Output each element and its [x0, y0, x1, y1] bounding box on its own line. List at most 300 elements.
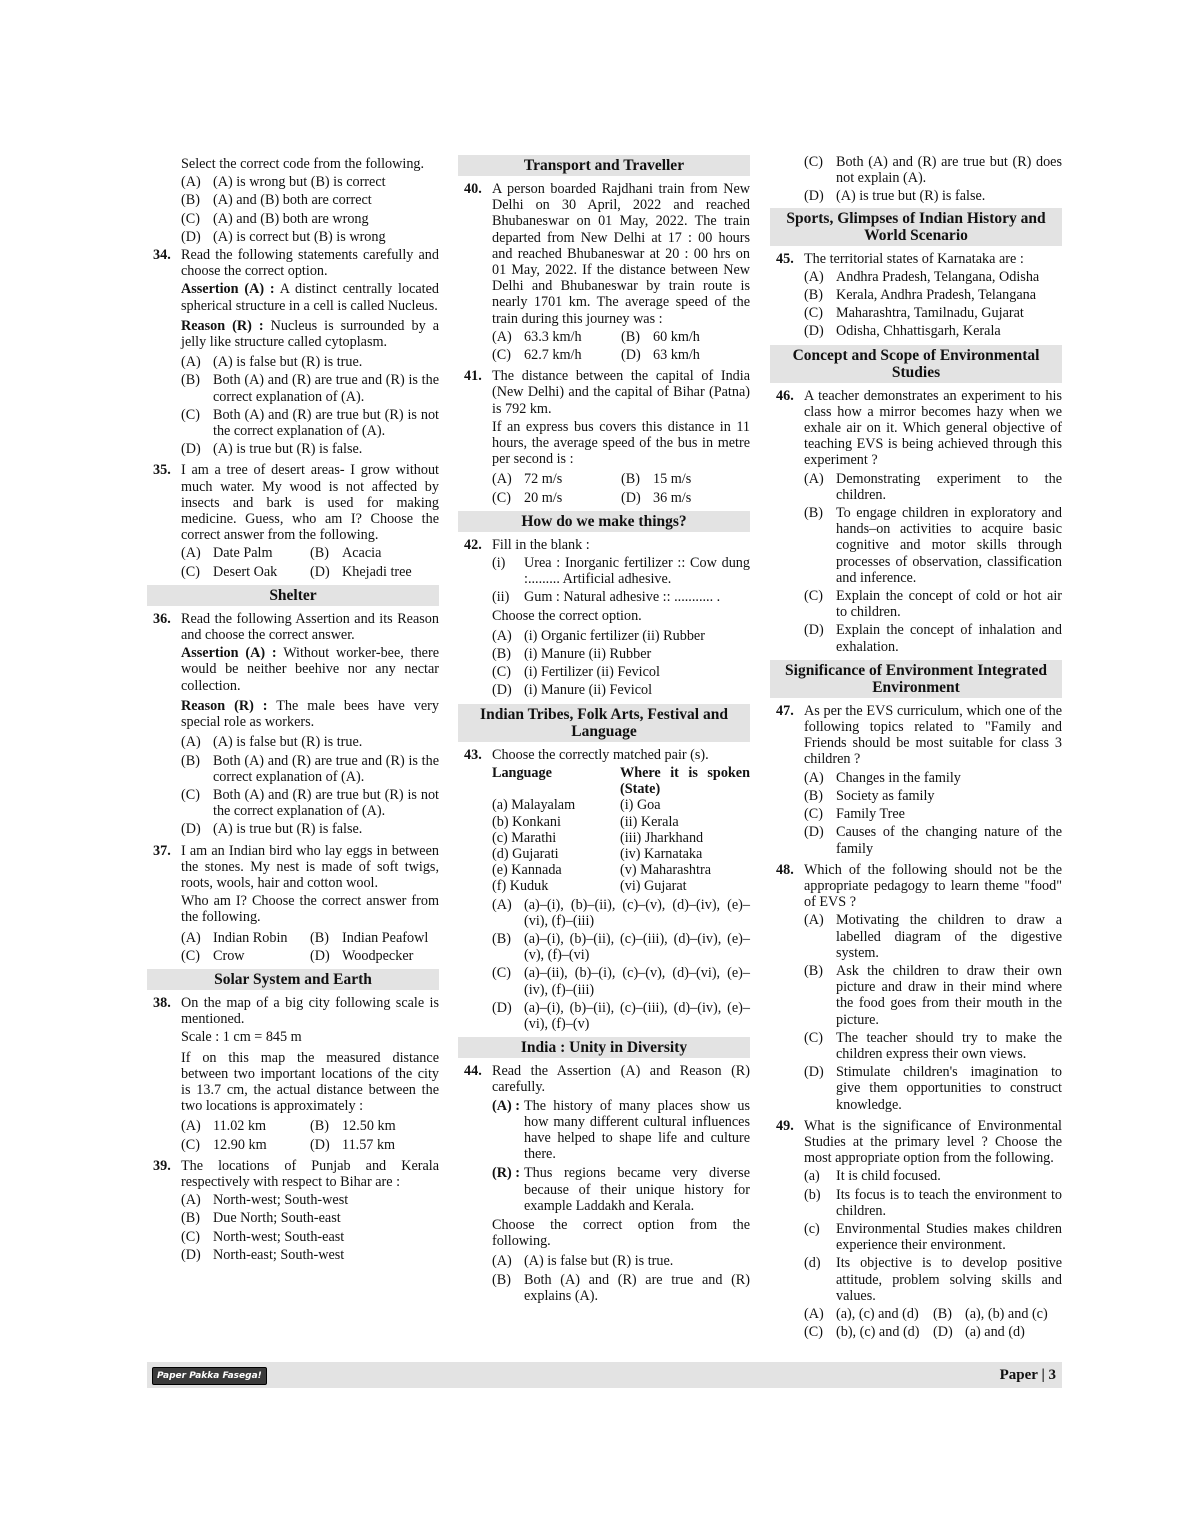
- option-label: (B): [181, 752, 200, 769]
- option-label: (C): [804, 806, 823, 823]
- option: [933, 1324, 1062, 1340]
- option-label: (D): [181, 821, 201, 838]
- match-table-header-language: Language: [492, 764, 552, 781]
- option: [933, 1306, 1062, 1322]
- question-number: 46.: [776, 387, 794, 404]
- question-number: 42.: [464, 536, 482, 553]
- option-label: (D): [310, 947, 330, 964]
- option-text: Motivating the children to draw a labelled diagram of the digestive system.: [836, 912, 1062, 961]
- option-label: (B): [310, 545, 329, 562]
- match-right-cell: (i) Goa: [620, 797, 661, 814]
- question-number: 36.: [153, 610, 171, 627]
- option: [621, 347, 750, 363]
- question-text: The locations of Punjab and Kerala respectively with respect to Bihar are :: [181, 1157, 439, 1190]
- option-label: (A): [804, 268, 824, 285]
- option-label: (B): [492, 646, 511, 663]
- option-label: (B): [181, 192, 200, 209]
- option-row: [181, 1118, 439, 1134]
- option: [181, 787, 439, 819]
- question-36: [147, 611, 439, 838]
- option: [181, 441, 439, 457]
- scale-text: Scale : 1 cm = 845 m: [181, 1029, 302, 1046]
- option-label: (D): [933, 1324, 953, 1341]
- question-40: [458, 181, 750, 363]
- option: [804, 1030, 1062, 1062]
- question-43: [458, 747, 750, 1032]
- option: [181, 734, 439, 750]
- option-text: (A) and (B) both are correct: [213, 192, 372, 209]
- match-table: [492, 765, 750, 895]
- match-left-cell: (e) Kannada: [492, 862, 562, 879]
- option-text: 15 m/s: [653, 471, 692, 488]
- option: [804, 154, 1062, 186]
- column-3: [770, 152, 1062, 1345]
- option-label: (D): [621, 347, 641, 364]
- option-text: Desert Oak: [213, 563, 278, 580]
- option: [492, 1272, 750, 1304]
- option-text: Kerala, Andhra Pradesh, Telangana: [836, 287, 1037, 304]
- option-label: (D): [804, 824, 824, 841]
- option-label: (C): [181, 406, 200, 423]
- option-row: [181, 1137, 439, 1153]
- sub-item-label: (c): [804, 1220, 820, 1237]
- option-label: (C): [492, 489, 511, 506]
- option-text: Due North; South-east: [213, 1210, 341, 1227]
- option-text: North-east; South-west: [213, 1246, 345, 1263]
- match-right-cell: (v) Maharashtra: [620, 862, 711, 879]
- option: [492, 664, 750, 680]
- question-number: 41.: [464, 368, 482, 385]
- option: [804, 305, 1062, 321]
- page-number: Paper | 3: [999, 1367, 1056, 1383]
- option-text: To engage children in exploratory and hands–on activities to acquire basic cognitive and motor skills through processes of observation, classification and inference.: [836, 505, 1062, 586]
- option-label: (A): [181, 1118, 201, 1135]
- option-label: (B): [492, 930, 511, 947]
- option-row: [181, 948, 439, 964]
- option-text: 63 km/h: [653, 347, 700, 364]
- option: [804, 269, 1062, 285]
- option-label: (B): [310, 1118, 329, 1135]
- option: [804, 912, 1062, 961]
- option-text: (a), (c) and (d): [836, 1305, 919, 1322]
- question-text: Read the Assertion (A) and Reason (R) carefully.: [492, 1063, 750, 1096]
- option-row: [181, 930, 439, 946]
- option-label: (D): [492, 682, 512, 699]
- question-text: Which of the following should not be the appropriate pedagogy to learn theme "food" of EVS ?: [804, 861, 1062, 911]
- option: [181, 1137, 310, 1153]
- option-text: Ask the children to draw their own picture and draw in their mind where the food goes from their mouth in the picture.: [836, 962, 1062, 1028]
- option-text: 11.57 km: [342, 1136, 396, 1153]
- match-table-header-state: Where it is spoken (State): [620, 764, 750, 798]
- option: [181, 354, 439, 370]
- sub-item-text: Environmental Studies makes children experience their environment.: [836, 1220, 1062, 1254]
- option-row: [181, 545, 439, 561]
- question-number: 38.: [153, 994, 171, 1011]
- option-text: (b), (c) and (d): [836, 1324, 920, 1341]
- question-number: 37.: [153, 842, 171, 859]
- option: [181, 545, 310, 561]
- question-33-tail: [147, 156, 439, 245]
- option-text: North-west; South-east: [213, 1228, 345, 1245]
- option-text: Changes in the family: [836, 769, 961, 786]
- question-34: [147, 247, 439, 457]
- option-text: (A) is false but (R) is true.: [213, 354, 363, 371]
- option-text: Causes of the changing nature of the family: [836, 824, 1062, 857]
- option: [804, 1324, 933, 1340]
- option: [181, 211, 439, 227]
- option-text: (A) is true but (R) is false.: [213, 441, 363, 458]
- option-text: (i) Manure (ii) Rubber: [524, 646, 652, 663]
- option-label: (A): [492, 896, 512, 913]
- question-text: Select the correct code from the following.: [181, 156, 425, 172]
- option-label: (C): [181, 786, 200, 803]
- sub-item: [804, 1168, 1062, 1184]
- reason: [492, 1165, 750, 1214]
- question-text: Read the following statements carefully and choose the correct option.: [181, 247, 439, 280]
- option-label: (C): [181, 1136, 200, 1153]
- option-label: (D): [310, 1136, 330, 1153]
- option: [492, 931, 750, 963]
- option: [181, 1210, 439, 1226]
- option: [492, 628, 750, 644]
- match-left-cell: (b) Konkani: [492, 813, 561, 830]
- option-label: (A): [804, 769, 824, 786]
- section-heading-make-things: How do we make things?: [458, 511, 750, 532]
- option: [492, 1253, 750, 1269]
- option: [310, 1118, 439, 1134]
- option-text: Both (A) and (R) are true and (R) explains (A).: [524, 1271, 750, 1304]
- assertion: [181, 281, 439, 313]
- question-41: [458, 368, 750, 506]
- option-label: (C): [181, 1228, 200, 1245]
- option: [492, 471, 621, 487]
- reason: [181, 318, 439, 350]
- option-label: (A): [492, 1253, 512, 1270]
- option-label: (B): [181, 372, 200, 389]
- question-number: 45.: [776, 250, 794, 267]
- option: [804, 824, 1062, 856]
- section-heading-concept: Concept and Scope of Environmental Studies: [770, 345, 1062, 383]
- question-text-2: Who am I? Choose the correct answer from the following.: [181, 893, 439, 926]
- option: [492, 682, 750, 698]
- reason-label: Reason (R) :: [181, 317, 264, 334]
- question-47: [770, 703, 1062, 857]
- option: [310, 930, 439, 946]
- question-text: The territorial states of Karnataka are :: [804, 250, 1024, 267]
- section-heading-solar-system: Solar System and Earth: [147, 969, 439, 990]
- question-number: 47.: [776, 702, 794, 719]
- reason-text: Nucleus is surrounded by a jelly like structure called cytoplasm.: [181, 317, 439, 351]
- option-label: (A): [181, 929, 201, 946]
- question-text: A person boarded Rajdhani train from New Delhi on 30 April, 2022 and reached Bhubaneswar on 01 May, 2022. The train departed from New Delhi at 17 : 00 hours and reached Bhubaneswar at 20 : 00 hrs on 01 May, 2022. If the distance between New Delhi and Bhubaneswar by train route is nearly 1701 km. The average speed of the train during this journey was :: [492, 181, 750, 327]
- option: [181, 948, 310, 964]
- option-row: [181, 564, 439, 580]
- option-text: (A) is false but (R) is true.: [213, 734, 363, 751]
- option: [492, 1000, 750, 1032]
- option-row: [492, 490, 750, 506]
- option: [492, 490, 621, 506]
- question-text-2: Choose the correct option from the following.: [492, 1216, 750, 1250]
- section-heading-significance: Significance of Environment Integrated Environment: [770, 660, 1062, 698]
- option: [492, 965, 750, 997]
- option-label: (A): [181, 1192, 201, 1209]
- option-row: [492, 347, 750, 363]
- option-text: (A) is wrong but (B) is correct: [213, 174, 386, 191]
- match-right-cell: (iii) Jharkhand: [620, 829, 704, 846]
- sub-item-label: (d): [804, 1255, 821, 1272]
- question-text: Read the following Assertion and its Reason and choose the correct answer.: [181, 610, 439, 644]
- option-label: (B): [933, 1305, 952, 1322]
- question-37: [147, 843, 439, 964]
- option: [181, 1118, 310, 1134]
- sub-item: [804, 1255, 1062, 1304]
- option-label: (D): [181, 441, 201, 458]
- option-label: (A): [492, 328, 512, 345]
- question-44: [458, 1063, 750, 1304]
- option-text: (A) is true but (R) is false.: [836, 188, 986, 205]
- assertion-text: Without worker-bee, there would be neither beehive nor any nectar collection.: [181, 645, 440, 694]
- question-44-tail: [770, 154, 1062, 205]
- option-row: [804, 1324, 1062, 1340]
- option-label: (B): [181, 1210, 200, 1227]
- option-label: (B): [621, 471, 640, 488]
- question-text: A teacher demonstrates an experiment to his class how a mirror becomes hazy when we exhale air on it. Which general objective of teaching EVS is being achieved through this experiment ?: [804, 387, 1062, 469]
- option: [804, 963, 1062, 1028]
- sub-item-label: (ii): [492, 589, 510, 606]
- section-heading-transport: Transport and Traveller: [458, 155, 750, 176]
- option-text: North-west; South-west: [213, 1192, 349, 1209]
- sub-item: [492, 555, 750, 587]
- question-number: 40.: [464, 181, 482, 197]
- assertion-label: Assertion (A) :: [181, 281, 275, 298]
- question-38: [147, 995, 439, 1153]
- option-text: Demonstrating experiment to the children.: [836, 470, 1062, 503]
- option-text: Both (A) and (R) are true and (R) is the correct explanation of (A).: [213, 372, 439, 405]
- option-label: (C): [181, 947, 200, 964]
- option-text: Both (A) and (R) are true and (R) is the correct explanation of (A).: [213, 752, 439, 785]
- option-text: Explain the concept of cold or hot air to children.: [836, 588, 1062, 621]
- option: [310, 545, 439, 561]
- section-heading-shelter: Shelter: [147, 585, 439, 606]
- option-text: Crow: [213, 947, 245, 964]
- option: [181, 1247, 439, 1263]
- option-text: 60 km/h: [653, 328, 700, 345]
- option-label: (C): [804, 1324, 823, 1341]
- option: [181, 192, 439, 208]
- reason-label: Reason (R) :: [181, 697, 268, 714]
- option-text: Andhra Pradesh, Telangana, Odisha: [836, 268, 1040, 285]
- option-label: (D): [181, 1246, 201, 1263]
- option: [310, 564, 439, 580]
- option: [804, 323, 1062, 339]
- assertion-label: Assertion (A) :: [181, 645, 277, 662]
- option: [804, 588, 1062, 620]
- option-text: Date Palm: [213, 545, 273, 562]
- option-text: Acacia: [342, 545, 382, 562]
- option-label: (B): [804, 505, 823, 522]
- option-label: (D): [492, 999, 512, 1016]
- sub-item: [804, 1221, 1062, 1253]
- option: [621, 490, 750, 506]
- option-text: 12.50 km: [342, 1118, 396, 1135]
- option-text: (i) Fertilizer (ii) Fevicol: [524, 664, 660, 681]
- option-label: (A): [804, 1305, 824, 1322]
- option: [621, 329, 750, 345]
- option-row: [804, 1306, 1062, 1322]
- option-text: 12.90 km: [213, 1136, 267, 1153]
- sub-item: [804, 1187, 1062, 1219]
- assertion-label: (A) :: [492, 1097, 520, 1114]
- sub-item-label: (b): [804, 1186, 821, 1203]
- option: [492, 646, 750, 662]
- option-text: (A) and (B) both are wrong: [213, 210, 369, 227]
- option-label: (C): [804, 154, 823, 170]
- option-label: (C): [804, 588, 823, 605]
- option-text: 62.7 km/h: [524, 347, 582, 364]
- option-label: (A): [492, 627, 512, 644]
- sub-item-label: (a): [804, 1168, 820, 1185]
- sub-item-text: Gum : Natural adhesive :: ........... .: [524, 589, 721, 606]
- question-46: [770, 388, 1062, 655]
- question-number: 44.: [464, 1063, 482, 1080]
- option-label: (C): [492, 965, 511, 982]
- reason-text: The male bees have very special role as workers.: [181, 697, 440, 731]
- option: [804, 505, 1062, 586]
- option-text: Both (A) and (R) are true but (R) is not the correct explanation of (A).: [213, 406, 439, 440]
- question-text: What is the significance of Environmental Studies at the primary level ? Choose the most appropriate option from the following.: [804, 1117, 1062, 1167]
- option-text: 72 m/s: [524, 471, 563, 488]
- assertion: [181, 645, 439, 694]
- match-left-cell: (c) Marathi: [492, 829, 557, 846]
- option-label: (A): [492, 471, 512, 488]
- sub-item: [492, 589, 750, 605]
- option: [804, 622, 1062, 654]
- option-text: Stimulate children's imagination to give them opportunities to construct knowledge.: [836, 1064, 1062, 1113]
- option: [804, 1306, 933, 1322]
- option: [181, 753, 439, 785]
- option-label: (D): [804, 188, 824, 205]
- option-label: (C): [804, 305, 823, 322]
- question-number: 49.: [776, 1117, 794, 1134]
- assertion-text: The history of many places show us how many different cultural influences have helped to shape life and culture there.: [524, 1097, 750, 1163]
- reason-label: (R) :: [492, 1165, 520, 1182]
- match-left-cell: (d) Gujarati: [492, 845, 559, 862]
- option-text: Family Tree: [836, 806, 905, 823]
- question-text: On the map of a big city following scale is mentioned.: [181, 994, 439, 1028]
- section-heading-sports: Sports, Glimpses of Indian History and World Scenario: [770, 208, 1062, 246]
- question-45: [770, 251, 1062, 340]
- option-label: (C): [492, 664, 511, 681]
- option: [492, 897, 750, 929]
- option-label: (D): [804, 622, 824, 639]
- option: [804, 788, 1062, 804]
- option-label: (B): [492, 1271, 511, 1288]
- question-text: I am an Indian bird who lay eggs in between the stones. My nest is made of soft twigs, roots, wools, hair and cotton wool.: [181, 842, 439, 891]
- question-text-2: If on this map the measured distance between two important locations of the city is 13.7 cm, the actual distance between the two locations is approximately :: [181, 1049, 439, 1115]
- question-text: Fill in the blank :: [492, 536, 590, 553]
- option-text: (a)–(i), (b)–(ii), (c)–(v), (d)–(iv), (e)–(vi), (f)–(iii): [524, 896, 750, 929]
- option: [804, 770, 1062, 786]
- option-label: (A): [181, 174, 201, 191]
- match-right-cell: (vi) Gujarat: [620, 878, 687, 895]
- option-label: (D): [181, 228, 201, 245]
- match-right-cell: (ii) Kerala: [620, 813, 679, 830]
- option: [310, 948, 439, 964]
- sub-item-text: Its focus is to teach the environment to children.: [836, 1186, 1062, 1219]
- option-text: (a)–(ii), (b)–(i), (c)–(v), (d)–(vi), (e)–(iv), (f)–(iii): [524, 965, 750, 998]
- question-number: 34.: [153, 247, 171, 264]
- match-left-cell: (f) Kuduk: [492, 878, 549, 895]
- option-text: Khejadi tree: [342, 563, 412, 580]
- option-row: [492, 329, 750, 345]
- option-text: Society as family: [836, 787, 935, 804]
- sub-item-text: It is child focused.: [836, 1168, 941, 1185]
- option-text: (a)–(i), (b)–(ii), (c)–(iii), (d)–(iv), (e)–(vi), (f)–(v): [524, 999, 750, 1032]
- column-2: [458, 152, 750, 1309]
- option-label: (A): [804, 912, 824, 929]
- question-text-2: Choose the correct option.: [492, 607, 642, 624]
- option-text: Indian Peafowl: [342, 929, 429, 946]
- option: [804, 287, 1062, 303]
- question-number: 39.: [153, 1157, 171, 1174]
- option-label: (B): [621, 328, 640, 345]
- assertion-text: A distinct centrally located spherical structure in a cell is called Nucleus.: [181, 281, 440, 314]
- assertion: [492, 1098, 750, 1163]
- section-heading-tribes: Indian Tribes, Folk Arts, Festival and Language: [458, 704, 750, 742]
- option-label: (C): [181, 210, 200, 227]
- option: [492, 329, 621, 345]
- option-label: (D): [804, 1064, 824, 1081]
- option-label: (C): [492, 347, 511, 364]
- option-label: (D): [804, 323, 824, 340]
- option: [492, 347, 621, 363]
- match-left-cell: (a) Malayalam: [492, 797, 576, 814]
- question-49: [770, 1118, 1062, 1341]
- column-1: [147, 152, 439, 1268]
- option-text: Both (A) and (R) are true but (R) does not explain (A).: [836, 154, 1062, 187]
- option-label: (A): [181, 545, 201, 562]
- option-text: Explain the concept of inhalation and exhalation.: [836, 622, 1062, 655]
- option-label: (A): [181, 354, 201, 371]
- option-text: (a)–(i), (b)–(ii), (c)–(iii), (d)–(iv), (e)–(v), (f)–(vi): [524, 930, 750, 964]
- question-number: 48.: [776, 861, 794, 878]
- option-text: (A) is false but (R) is true.: [524, 1253, 674, 1270]
- sub-item-text: Urea : Inorganic fertilizer :: Cow dung :......... Artificial adhesive.: [524, 555, 750, 588]
- question-text: Choose the correctly matched pair (s).: [492, 746, 709, 763]
- question-number: 35.: [153, 462, 171, 479]
- reason-text: Thus regions became very diverse because of their unique history for example Laddakh and Kerala.: [524, 1165, 750, 1214]
- option-text: The teacher should try to make the children express their own views.: [836, 1029, 1062, 1062]
- question-text: I am a tree of desert areas- I grow without much water. My wood is not affected by insects and bark is used for making medicine. Guess, who am I? Choose the correct answer from the following.: [181, 462, 439, 544]
- option-label: (C): [804, 1029, 823, 1046]
- footer-logo: Paper Pakka Fasega!: [152, 1367, 267, 1385]
- question-text: As per the EVS curriculum, which one of the following topics related to "Family and Friends should be most suitable for class 3 children ?: [804, 702, 1062, 768]
- option-text: (i) Organic fertilizer (ii) Rubber: [524, 627, 705, 644]
- option: [804, 1064, 1062, 1113]
- option-label: (B): [310, 929, 329, 946]
- option: [804, 188, 1062, 204]
- option: [181, 821, 439, 837]
- question-48: [770, 862, 1062, 1113]
- option-text: 36 m/s: [653, 489, 692, 506]
- sub-item-label: (i): [492, 555, 506, 572]
- page-footer: [147, 1362, 1062, 1388]
- option: [804, 471, 1062, 503]
- option: [181, 1229, 439, 1245]
- option: [181, 174, 439, 190]
- option-text: Odisha, Chhattisgarh, Kerala: [836, 323, 1001, 340]
- option: [181, 229, 439, 245]
